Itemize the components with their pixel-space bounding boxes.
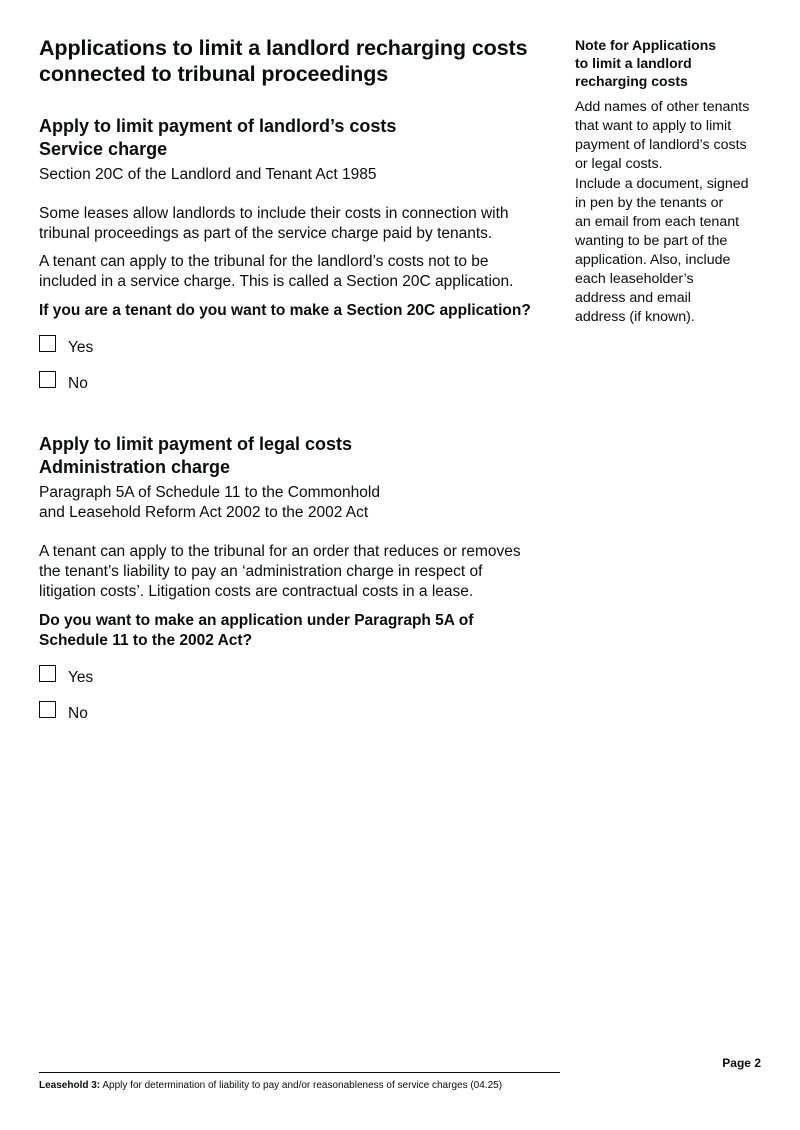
note-line: payment of landlord’s costs xyxy=(575,137,747,153)
subheading-line: and Leasehold Reform Act 2002 to the 2002 Act xyxy=(39,504,369,521)
option-yes[interactable] xyxy=(39,334,549,356)
paragraph-line: the tenant’s liability to pay an ‘administration charge in respect of xyxy=(39,563,483,580)
note-line: Add names of other tenants xyxy=(575,99,750,115)
yes-checkbox[interactable] xyxy=(39,335,56,352)
option-label: No xyxy=(68,375,88,392)
section-paragraph xyxy=(39,204,549,244)
no-checkbox[interactable] xyxy=(39,371,56,388)
question-line: Do you want to make an application under Paragraph 5A of xyxy=(39,612,474,629)
section-heading xyxy=(39,433,549,479)
section-20c-question: If you are a tenant do you want to make a Section 20C application? xyxy=(39,302,531,319)
section-administration-charge xyxy=(39,433,549,722)
section-subheading: Section 20C of the Landlord and Tenant Act 1985 xyxy=(39,166,377,183)
paragraph-line: included in a service charge. This is called a Section 20C application. xyxy=(39,273,514,290)
yes-checkbox[interactable] xyxy=(39,665,56,682)
option-label: Yes xyxy=(68,339,94,356)
paragraph-line: A tenant can apply to the tribunal for the landlord’s costs not to be xyxy=(39,253,489,270)
section-heading-line-1: Apply to limit payment of legal costs xyxy=(39,434,353,454)
note-line: an email from each tenant xyxy=(575,214,740,230)
footer-form-name: Leasehold 3: xyxy=(39,1080,101,1091)
note-title-line: Note for Applications xyxy=(575,37,717,53)
note-line: application. Also, include xyxy=(575,252,731,268)
section-subheading xyxy=(39,483,549,523)
note-title-line: to limit a landlord xyxy=(575,55,692,71)
note-line: that want to apply to limit xyxy=(575,118,732,134)
page-title xyxy=(39,35,549,87)
question-line: Schedule 11 to the 2002 Act? xyxy=(39,632,253,649)
paragraph-5a-options xyxy=(39,664,549,722)
footer-form-description: Apply for determination of liability to pay and/or reasonableness of service charges (04.25) xyxy=(102,1080,503,1091)
section-heading-line-1: Apply to limit payment of landlord’s costs xyxy=(39,116,397,136)
section-paragraph xyxy=(39,542,549,602)
section-heading-line-2: Administration charge xyxy=(39,457,231,477)
paragraph-line: A tenant can apply to the tribunal for an order that reduces or removes xyxy=(39,543,521,560)
note-line: in pen by the tenants or xyxy=(575,195,724,211)
section-paragraph xyxy=(39,252,549,292)
subheading-line: Paragraph 5A of Schedule 11 to the Commonhold xyxy=(39,484,380,501)
paragraph-line: Some leases allow landlords to include their costs in connection with xyxy=(39,205,509,222)
paragraph-5a-question xyxy=(39,611,549,651)
option-no[interactable] xyxy=(39,700,549,722)
note-title-line: recharging costs xyxy=(575,73,688,89)
footer-divider xyxy=(39,1072,560,1073)
note-line: address (if known). xyxy=(575,309,695,325)
option-label: No xyxy=(68,705,88,722)
note-line: Include a document, signed xyxy=(575,176,749,192)
note-paragraph xyxy=(575,98,765,174)
section-heading xyxy=(39,115,549,161)
note-line: or legal costs. xyxy=(575,156,663,172)
note-paragraph xyxy=(575,175,765,327)
footer-text xyxy=(39,1079,502,1092)
section-20c-options xyxy=(39,334,549,392)
page-title-line-1: Applications to limit a landlord recharging costs xyxy=(39,36,528,60)
no-checkbox[interactable] xyxy=(39,701,56,718)
option-no[interactable] xyxy=(39,370,549,392)
section-heading-line-2: Service charge xyxy=(39,139,168,159)
option-label: Yes xyxy=(68,669,94,686)
page-title-line-2: connected to tribunal proceedings xyxy=(39,62,389,86)
page-number: Page 2 xyxy=(722,1056,761,1070)
note-line: each leaseholder’s xyxy=(575,271,694,287)
option-yes[interactable] xyxy=(39,664,549,686)
note-line: wanting to be part of the xyxy=(575,233,728,249)
paragraph-line: tribunal proceedings as part of the service charge paid by tenants. xyxy=(39,225,493,242)
main-content xyxy=(39,35,549,722)
note-line: address and email xyxy=(575,290,691,306)
section-service-charge xyxy=(39,115,549,392)
paragraph-line: litigation costs’. Litigation costs are contractual costs in a lease. xyxy=(39,583,474,600)
note-title xyxy=(575,36,765,90)
note-sidebar xyxy=(575,36,765,327)
